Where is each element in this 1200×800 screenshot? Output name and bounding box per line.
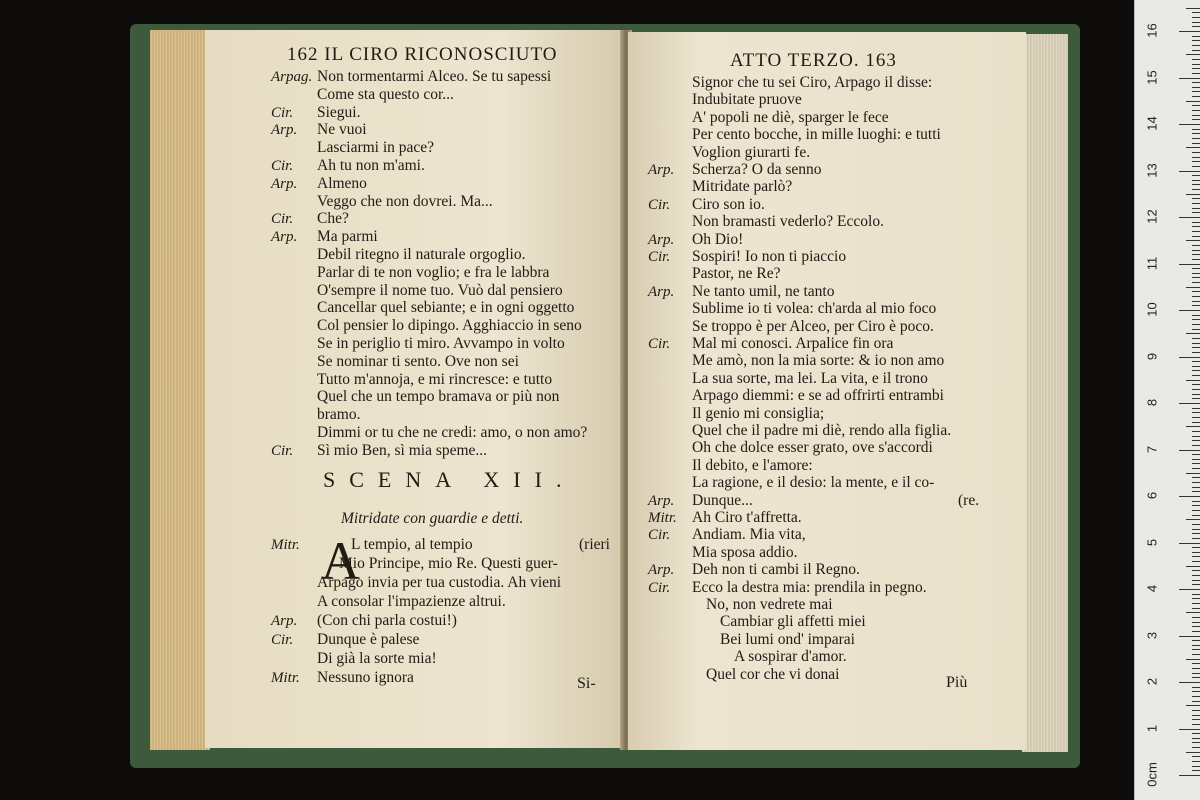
verse-line: (Con chi parla costui!): [317, 612, 457, 629]
speaker-label: Mitr.: [271, 670, 300, 686]
drop-capital: A: [321, 531, 360, 591]
ruler-tick: [1192, 412, 1200, 413]
ruler-tick: [1192, 608, 1200, 609]
verse-line: Mio Principe, mio Re. Questi guer-: [339, 555, 558, 572]
ruler-tick: [1192, 161, 1200, 162]
verse-line: Che?: [317, 210, 349, 228]
ruler-tick: [1192, 724, 1200, 725]
speaker-label: Cir.: [648, 527, 671, 544]
ruler-tick: [1192, 245, 1200, 246]
ruler-tick: [1192, 398, 1200, 399]
verse-line: Il debito, e l'amore:: [692, 456, 813, 474]
speaker-label: Cir.: [271, 442, 294, 459]
verse-line: Il genio mi consiglia;: [692, 404, 825, 422]
ruler-tick: [1192, 687, 1200, 688]
verse-line: O'sempre il nome tuo. Vuò dal pensiero: [317, 281, 563, 299]
verse-line: Lasciarmi in pace?: [317, 139, 435, 157]
ruler-tick: [1192, 505, 1200, 506]
verse-line: Non bramasti vederlo? Eccolo.: [692, 213, 884, 231]
verse-line: Cambiar gli affetti miei: [720, 613, 866, 631]
verse-line: L tempio, al tempio: [351, 536, 473, 553]
ruler-label: 14: [1144, 116, 1160, 131]
ruler-tick: [1192, 87, 1200, 88]
ruler-tick: [1192, 352, 1200, 353]
ruler-tick: [1192, 668, 1200, 669]
ruler-tick: [1192, 547, 1200, 548]
ruler-tick: [1192, 770, 1200, 771]
speaker-label: Arp.: [648, 231, 675, 248]
ruler-label: 11: [1144, 256, 1160, 270]
verse-line: La ragione, e il desio: la mente, e il co-: [692, 474, 935, 492]
ruler-tick: [1192, 742, 1200, 743]
verse-line: Per cento bocche, in mille luoghi: e tutti: [692, 126, 941, 144]
ruler-tick: [1192, 747, 1200, 748]
ruler-tick: [1179, 450, 1200, 451]
speaker-label: Cir.: [271, 632, 294, 648]
ruler-tick: [1192, 487, 1200, 488]
verse-line: Ecco la destra mia: prendila in pegno.: [692, 578, 927, 596]
ruler-tick: [1192, 459, 1200, 460]
ruler-tick: [1192, 468, 1200, 469]
ruler-tick: [1179, 636, 1200, 637]
ruler-tick: [1192, 533, 1200, 534]
ruler-tick: [1192, 277, 1200, 278]
ruler-tick: [1186, 752, 1200, 753]
ruler-tick: [1192, 305, 1200, 306]
verse-line: Siegui.: [317, 103, 361, 121]
ruler-tick: [1192, 73, 1200, 74]
ruler-tick: [1192, 68, 1200, 69]
ruler-label: 7: [1144, 445, 1160, 453]
ruler-tick: [1192, 454, 1200, 455]
ruler-tick: [1179, 171, 1200, 172]
ruler-tick: [1192, 329, 1200, 330]
ruler-tick: [1192, 384, 1200, 385]
ruler-tick: [1192, 166, 1200, 167]
ruler-tick: [1192, 570, 1200, 571]
ruler-tick: [1192, 408, 1200, 409]
ruler-tick: [1179, 310, 1200, 311]
ruler-tick: [1186, 612, 1200, 613]
ruler-tick: [1192, 677, 1200, 678]
verse-line: Sospiri! Io non ti piaccio: [692, 248, 847, 265]
ruler-tick: [1192, 463, 1200, 464]
verse-line: Mia sposa addio.: [692, 543, 798, 561]
ruler-tick: [1192, 343, 1200, 344]
ruler-tick: [1179, 496, 1200, 497]
verse-line: Ah Ciro t'affretta.: [692, 509, 802, 526]
verse-line: Ne vuoi: [317, 121, 367, 139]
ruler-tick: [1192, 50, 1200, 51]
left-catchword: Si-: [577, 675, 596, 692]
verse-line-overflow: (re.: [958, 491, 980, 509]
ruler-tick: [1192, 59, 1200, 60]
speaker-label: Mitr.: [648, 510, 677, 526]
verse-line: Dimmi or tu che ne credi: amo, o non amo?: [317, 424, 588, 441]
ruler-tick: [1192, 143, 1200, 144]
verse-line: Me amò, non la mia sorte: & io non amo: [692, 352, 945, 370]
right-page-edges: [1022, 34, 1068, 752]
ruler-tick: [1192, 417, 1200, 418]
verse-line: Quel che un tempo bramava or più non: [317, 388, 560, 406]
speaker-label: Arp.: [271, 175, 298, 192]
ruler-tick: [1179, 124, 1200, 125]
ruler-tick: [1192, 436, 1200, 437]
ruler-tick: [1179, 403, 1200, 404]
ruler-tick: [1186, 519, 1200, 520]
ruler-label: 9: [1144, 352, 1160, 360]
verse-line: Se troppo è per Alceo, per Ciro è poco.: [692, 317, 934, 335]
verse-line: Come sta questo cor...: [317, 85, 454, 103]
ruler-tick: [1192, 556, 1200, 557]
verse-line: Se nominar ti sento. Ove non sei: [317, 352, 519, 370]
ruler-tick: [1192, 529, 1200, 530]
speaker-label: Cir.: [271, 211, 294, 228]
ruler-tick: [1192, 524, 1200, 525]
ruler-tick: [1192, 82, 1200, 83]
right-catchword: Più: [946, 674, 968, 691]
verse-line: Debil ritegno il naturale orgoglio.: [317, 246, 526, 263]
ruler-tick: [1186, 473, 1200, 474]
ruler-tick: [1179, 31, 1200, 32]
speaker-label: Arp.: [271, 122, 298, 139]
ruler-tick: [1192, 138, 1200, 139]
verse-line: Dunque...: [692, 491, 753, 509]
ruler-tick: [1186, 147, 1200, 148]
verse-line: Dunque è palese: [317, 631, 420, 648]
ruler-label: 16: [1144, 23, 1160, 38]
ruler-tick: [1192, 645, 1200, 646]
right-page: [628, 32, 1026, 750]
verse-line: Mal mi conosci. Arpalice fin ora: [692, 335, 894, 352]
speaker-label: Cir.: [648, 579, 671, 596]
ruler-tick: [1192, 133, 1200, 134]
speaker-label: Arp.: [648, 283, 675, 300]
ruler-tick: [1192, 598, 1200, 599]
verse-line: Ciro son io.: [692, 195, 765, 213]
verse-line: Bei lumi ond' imparai: [720, 630, 855, 648]
verse-line: Non tormentarmi Alceo. Se tu sapessi: [317, 68, 552, 85]
ruler-tick: [1186, 101, 1200, 102]
ruler-tick: [1186, 8, 1200, 9]
ruler-tick: [1192, 291, 1200, 292]
ruler-label: 13: [1144, 162, 1160, 178]
ruler-tick: [1192, 259, 1200, 260]
speaker-label: Mitr.: [271, 537, 300, 553]
speaker-label: Cir.: [271, 104, 294, 121]
verse-line: Deh non ti cambi il Regno.: [692, 561, 860, 579]
ruler-tick: [1192, 301, 1200, 302]
verse-line: Quel che il padre mi diè, rendo alla figlia.: [692, 422, 952, 439]
ruler-tick: [1192, 324, 1200, 325]
verse-line: La sua sorte, ma lei. La vita, e il trono: [692, 369, 928, 387]
ruler-tick: [1192, 673, 1200, 674]
ruler-tick: [1192, 375, 1200, 376]
ruler-tick: [1192, 538, 1200, 539]
ruler-tick: [1192, 119, 1200, 120]
ruler-tick: [1186, 659, 1200, 660]
verse-line: Nessuno ignora: [317, 669, 414, 686]
ruler-tick: [1192, 115, 1200, 116]
ruler-label: 8: [1144, 398, 1160, 407]
verse-line: Quel cor che vi donai: [706, 665, 840, 683]
verse-line: Ne tanto umil, ne tanto: [692, 282, 835, 300]
speaker-label: Arp.: [271, 613, 298, 629]
ruler-tick: [1192, 347, 1200, 348]
speaker-label: Cir.: [271, 158, 294, 174]
ruler-tick: [1186, 380, 1200, 381]
ruler-tick: [1192, 719, 1200, 720]
ruler-tick: [1192, 26, 1200, 27]
ruler-tick: [1192, 761, 1200, 762]
speaker-label: Arp.: [648, 492, 675, 509]
speaker-label: Arpag.: [271, 69, 313, 85]
ruler-tick: [1179, 264, 1200, 265]
ruler-tick: [1179, 543, 1200, 544]
ruler-tick: [1192, 175, 1200, 176]
ruler-tick: [1192, 422, 1200, 423]
ruler-tick: [1192, 319, 1200, 320]
ruler-tick: [1192, 766, 1200, 767]
ruler-tick: [1192, 64, 1200, 65]
ruler-label: 15: [1144, 69, 1160, 85]
ruler-tick: [1192, 501, 1200, 502]
ruler-tick: [1192, 631, 1200, 632]
ruler-tick: [1192, 552, 1200, 553]
ruler-tick: [1192, 477, 1200, 478]
ruler-tick: [1192, 622, 1200, 623]
ruler-tick: [1192, 36, 1200, 37]
ruler-tick: [1192, 208, 1200, 209]
left-page-edges: [150, 30, 210, 750]
ruler-tick: [1179, 729, 1200, 730]
ruler-tick: [1192, 40, 1200, 41]
ruler-tick: [1192, 756, 1200, 757]
verse-line: Cancellar quel sebiante; e in ogni oggetto: [317, 299, 575, 317]
ruler-tick: [1192, 361, 1200, 362]
verse-line-overflow: (rieri: [579, 536, 610, 553]
ruler-tick: [1192, 510, 1200, 511]
verse-line: Arpago diemmi: e se ad offrirti entrambi: [692, 387, 944, 405]
verse-line: Almeno: [317, 174, 367, 192]
ruler-tick: [1192, 696, 1200, 697]
ruler-tick: [1179, 589, 1200, 590]
ruler-tick: [1192, 663, 1200, 664]
ruler-label: 3: [1144, 631, 1160, 639]
verse-line: Oh Dio!: [692, 230, 744, 248]
ruler-label: 4: [1144, 584, 1160, 593]
verse-line: Tutto m'annoja, e mi rincresce: e tutto: [317, 370, 553, 388]
ruler-tick: [1186, 705, 1200, 706]
ruler-tick: [1192, 91, 1200, 92]
verse-line: Sublime io ti volea: ch'arda al mio foco: [692, 300, 937, 318]
ruler-tick: [1192, 594, 1200, 595]
verse-line: Andiam. Mia vita,: [692, 526, 806, 544]
ruler-tick: [1192, 715, 1200, 716]
verse-line: Mitridate parlò?: [692, 178, 793, 196]
ruler-tick: [1192, 389, 1200, 390]
verse-line: Voglion giurarti fe.: [692, 143, 811, 161]
ruler-tick: [1179, 357, 1200, 358]
ruler-label: 1: [1144, 724, 1160, 732]
verse-line: Col pensier lo dipingo. Agghiaccio in seno: [317, 317, 582, 335]
speaker-label: Arp.: [648, 562, 675, 579]
verse-line: Scherza? O da senno: [692, 161, 822, 178]
ruler-tick: [1192, 254, 1200, 255]
ruler-tick: [1192, 110, 1200, 111]
ruler-tick: [1192, 17, 1200, 18]
left-page: [205, 30, 625, 748]
ruler-tick: [1192, 617, 1200, 618]
ruler-tick: [1192, 561, 1200, 562]
ruler-tick: [1192, 22, 1200, 23]
ruler-tick: [1192, 96, 1200, 97]
ruler-tick: [1192, 575, 1200, 576]
verse-line: No, non vedrete mai: [706, 596, 833, 613]
ruler-tick: [1186, 426, 1200, 427]
ruler-label: 6: [1144, 491, 1160, 500]
ruler-tick: [1192, 366, 1200, 367]
ruler-tick: [1179, 775, 1200, 776]
ruler-tick: [1186, 194, 1200, 195]
ruler-tick: [1192, 236, 1200, 237]
ruler-tick: [1186, 566, 1200, 567]
ruler-tick: [1192, 654, 1200, 655]
ruler-tick: [1192, 282, 1200, 283]
ruler-tick: [1192, 733, 1200, 734]
verse-line: Pastor, ne Re?: [692, 265, 781, 283]
ruler-tick: [1192, 580, 1200, 581]
ruler-tick: [1192, 296, 1200, 297]
ruler-tick: [1179, 78, 1200, 79]
verse-line: Ah tu non m'ami.: [317, 157, 425, 174]
ruler-tick: [1192, 603, 1200, 604]
ruler-tick: [1192, 45, 1200, 46]
ruler-tick: [1179, 682, 1200, 683]
ruler-tick: [1192, 222, 1200, 223]
left-running-head: 162 IL CIRO RICONOSCIUTO: [287, 44, 558, 65]
ruler-tick: [1192, 157, 1200, 158]
ruler-tick: [1192, 315, 1200, 316]
ruler-label: 12: [1144, 209, 1160, 224]
ruler-tick: [1192, 482, 1200, 483]
verse-line: Arpago invia per tua custodia. Ah vieni: [317, 574, 562, 591]
ruler-label: 5: [1144, 538, 1160, 546]
ruler-tick: [1186, 240, 1200, 241]
verse-line: Indubitate pruove: [692, 91, 802, 109]
verse-line: Di già la sorte mia!: [317, 650, 437, 667]
ruler-tick: [1192, 584, 1200, 585]
ruler-label: 10: [1144, 302, 1160, 317]
ruler-tick: [1192, 203, 1200, 204]
verse-line: Parlar di te non voglio; e fra le labbra: [317, 263, 550, 281]
ruler-tick: [1192, 440, 1200, 441]
scene-title: SCENA XII.: [323, 467, 576, 492]
ruler-tick: [1192, 268, 1200, 269]
ruler-tick: [1186, 54, 1200, 55]
speaker-label: Cir.: [648, 336, 671, 352]
ruler-tick: [1192, 180, 1200, 181]
ruler-label: 2: [1144, 677, 1160, 686]
verse-line: bramo.: [317, 406, 361, 424]
verse-line: A consolar l'impazienze altrui.: [317, 593, 506, 610]
speaker-label: Arp.: [271, 229, 298, 246]
ruler-tick: [1192, 649, 1200, 650]
ruler-tick: [1179, 217, 1200, 218]
verse-line: A sospirar d'amor.: [734, 648, 847, 666]
ruler-tick: [1192, 184, 1200, 185]
ruler-tick: [1192, 431, 1200, 432]
measurement-ruler: [1134, 0, 1200, 800]
ruler-tick: [1192, 226, 1200, 227]
speaker-label: Cir.: [648, 249, 671, 265]
verse-line: A' popoli ne diè, sparger le fece: [692, 108, 889, 126]
ruler-tick: [1192, 370, 1200, 371]
ruler-tick: [1192, 445, 1200, 446]
ruler-tick: [1192, 640, 1200, 641]
ruler-tick: [1192, 198, 1200, 199]
verse-line: Ma parmi: [317, 228, 378, 246]
verse-line: Signor che tu sei Ciro, Arpago il disse:: [692, 74, 933, 91]
ruler-tick: [1192, 189, 1200, 190]
ruler-tick: [1192, 626, 1200, 627]
ruler-tick: [1192, 338, 1200, 339]
ruler-tick: [1192, 394, 1200, 395]
verse-line: Oh che dolce esser grato, ove s'accordi: [692, 439, 933, 457]
ruler-tick: [1192, 231, 1200, 232]
ruler-tick: [1192, 250, 1200, 251]
speaker-label: Arp.: [648, 162, 675, 178]
verse-line: Veggo che non dovrei. Ma...: [317, 192, 493, 210]
ruler-tick: [1192, 701, 1200, 702]
verse-line: Sì mio Ben, sì mia speme...: [317, 441, 488, 459]
ruler-tick: [1192, 12, 1200, 13]
ruler-tick: [1192, 491, 1200, 492]
ruler-tick: [1192, 152, 1200, 153]
speaker-label: Cir.: [648, 196, 671, 213]
right-running-head: ATTO TERZO. 163: [730, 50, 897, 71]
ruler-label: 0cm: [1144, 762, 1160, 787]
ruler-tick: [1186, 287, 1200, 288]
ruler-tick: [1192, 515, 1200, 516]
ruler-tick: [1192, 129, 1200, 130]
stage-direction: Mitridate con guardie e detti.: [341, 510, 524, 527]
ruler-tick: [1192, 691, 1200, 692]
ruler-tick: [1192, 710, 1200, 711]
ruler-tick: [1192, 273, 1200, 274]
ruler-tick: [1186, 333, 1200, 334]
verse-line: Se in periglio ti miro. Avvampo in volto: [317, 335, 565, 352]
ruler-tick: [1192, 105, 1200, 106]
ruler-tick: [1192, 212, 1200, 213]
ruler-tick: [1192, 738, 1200, 739]
